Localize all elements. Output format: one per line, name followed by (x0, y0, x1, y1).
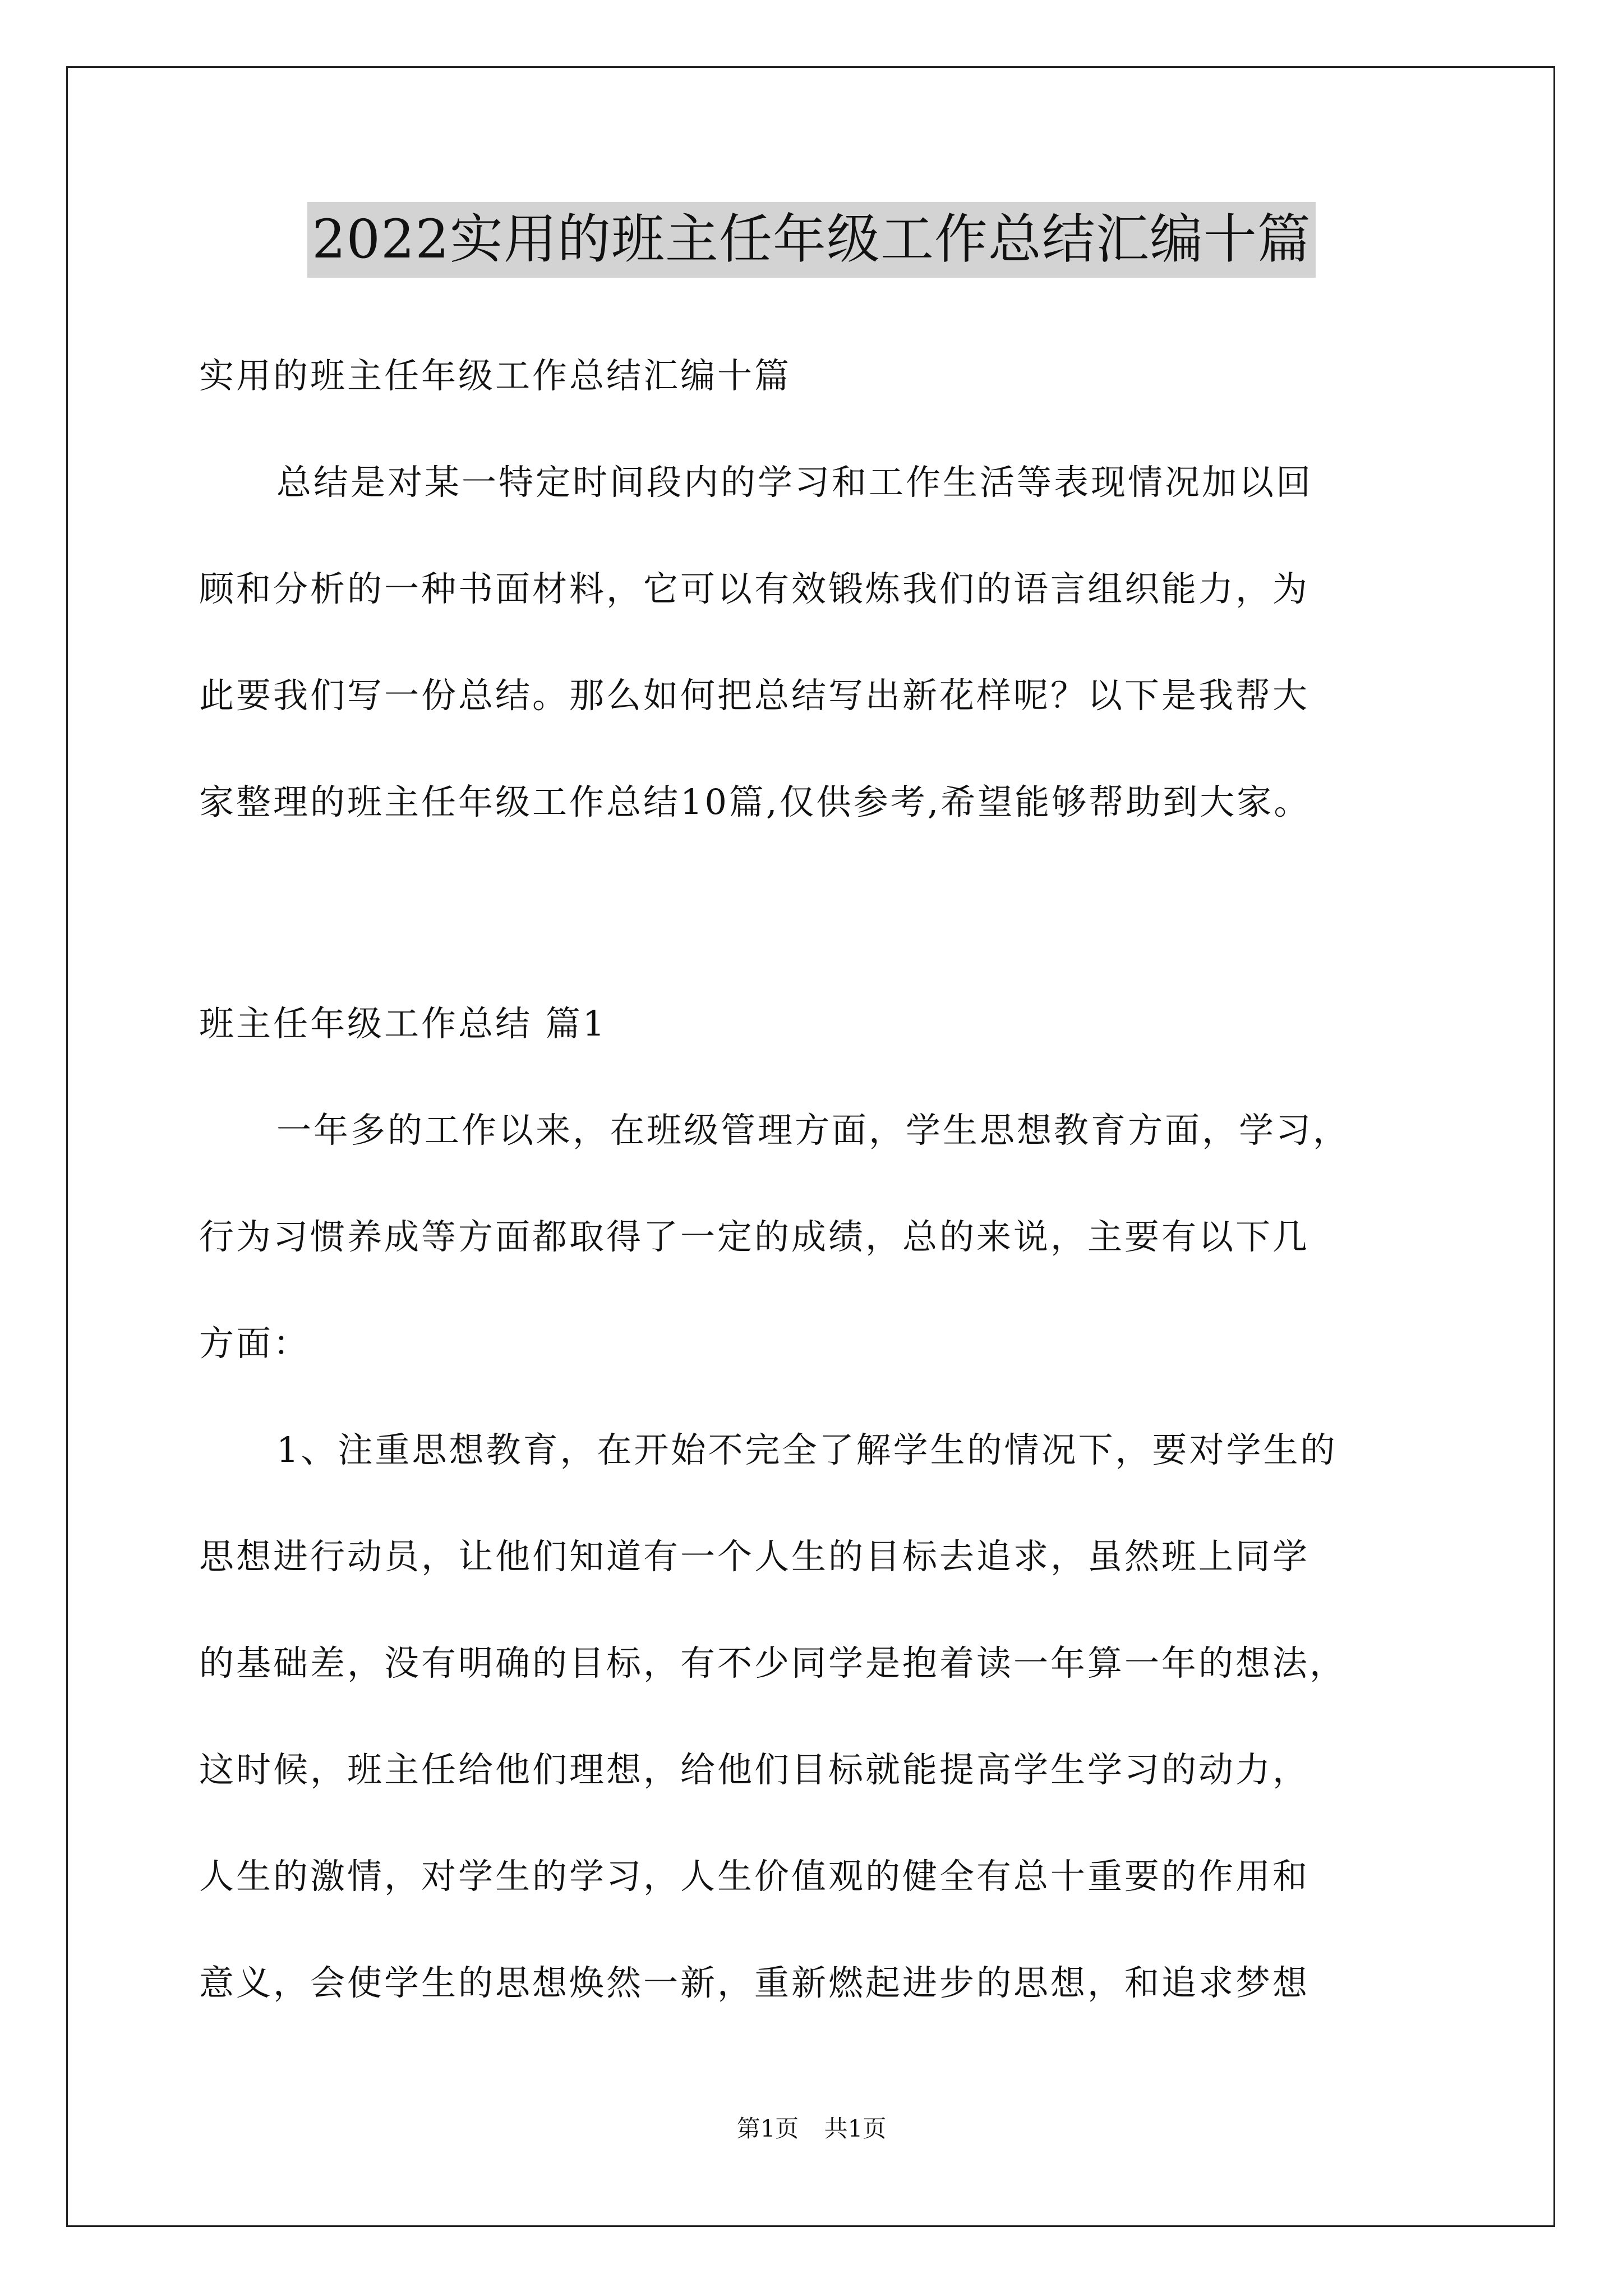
document-title: 2022实用的班主任年级工作总结汇编十篇 (307, 202, 1316, 278)
paragraph-line: 一年多的工作以来，在班级管理方面，学生思想教育方面，学习， (276, 1110, 1350, 1151)
paragraph-line: 1、注重思想教育，在开始不完全了解学生的情况下，要对学生的 (276, 1429, 1338, 1470)
paragraph-line: 方面： (199, 1323, 311, 1364)
intro-line: 总结是对某一特定时间段内的学习和工作生活等表现情况加以回 (276, 462, 1313, 503)
intro-line: 此要我们写一份总结。那么如何把总结写出新花样呢？以下是我帮大 (199, 675, 1310, 716)
paragraph-line: 行为习惯养成等方面都取得了一定的成绩，总的来说，主要有以下几 (199, 1216, 1310, 1257)
section-heading: 班主任年级工作总结 篇1 (199, 1003, 607, 1044)
paragraph-line: 人生的激情，对学生的学习，人生价值观的健全有总十重要的作用和 (199, 1856, 1310, 1897)
intro-line: 家整理的班主任年级工作总结10篇,仅供参考,希望能够帮助到大家。 (199, 781, 1311, 822)
document-subtitle: 实用的班主任年级工作总结汇编十篇 (199, 355, 792, 396)
intro-line: 顾和分析的一种书面材料，它可以有效锻炼我们的语言组织能力，为 (199, 568, 1310, 609)
paragraph-line: 思想进行动员，让他们知道有一个人生的目标去追求，虽然班上同学 (199, 1536, 1310, 1577)
paragraph-line: 意义，会使学生的思想焕然一新，重新燃起进步的思想，和追求梦想 (199, 1962, 1310, 2003)
page-footer (0, 2115, 1623, 2143)
paragraph-line: 这时候，班主任给他们理想，给他们目标就能提高学生学习的动力， (199, 1749, 1310, 1790)
page-total: 共1页 (824, 2115, 887, 2142)
title-wrap (0, 202, 1623, 278)
paragraph-line: 的基础差，没有明确的目标，有不少同学是抱着读一年算一年的想法， (199, 1642, 1347, 1683)
page-current: 第1页 (736, 2115, 799, 2142)
